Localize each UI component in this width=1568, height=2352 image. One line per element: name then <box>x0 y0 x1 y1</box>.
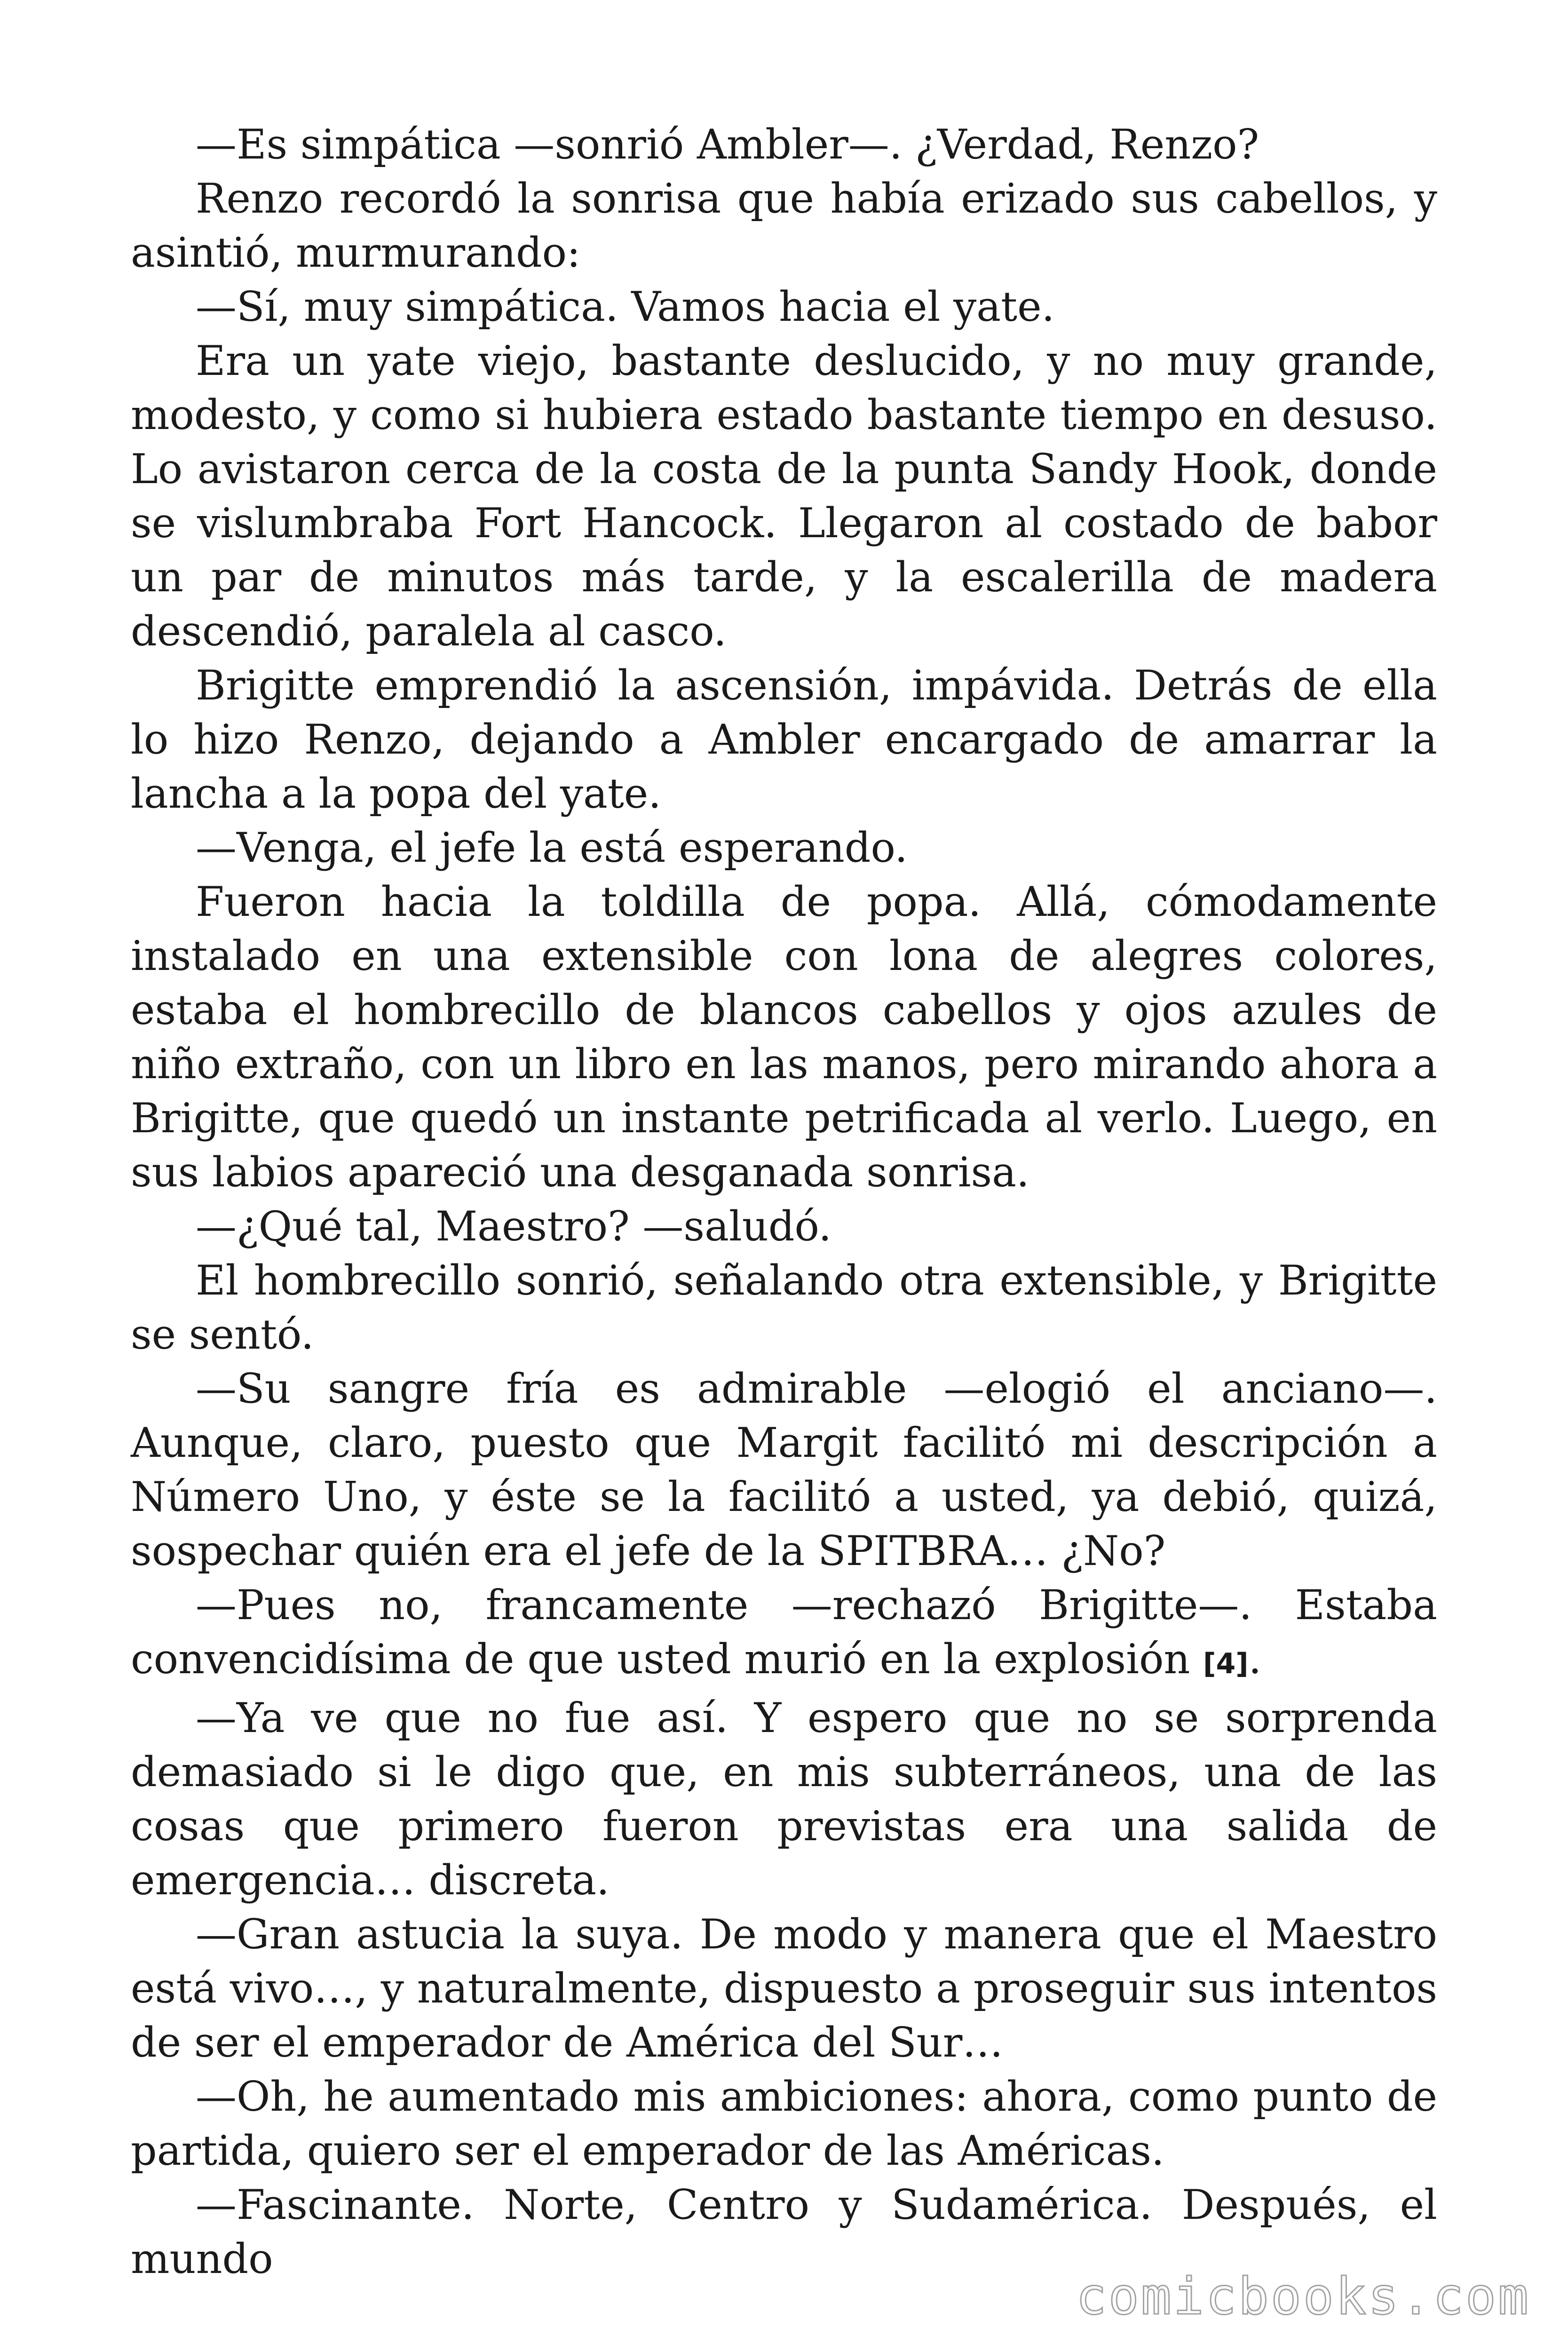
paragraph: Era un yate viejo, bastante deslucido, y no muy grande, modesto, y como si hubiera estado bastante tiempo en desuso. Lo avistaron cerca de la costa de la punta Sandy Hook, donde se vislumbraba Fort Hancock. Llegaron al costado de babor un par de minutos más tarde, y la escalerilla de madera descendió, paralela al casco. <box>131 337 1437 655</box>
paragraph: El hombrecillo sonrió, señalando otra extensible, y Brigitte se sentó. <box>131 1256 1437 1359</box>
watermark-logo: comicbooks.com <box>1076 2267 1530 2326</box>
sentence-end: . <box>1248 1635 1262 1683</box>
paragraph: —Oh, he aumentado mis ambiciones: ahora, como punto de partida, quiero ser el emperador de las Américas. <box>131 2073 1437 2175</box>
paragraph: —¿Qué tal, Maestro? —saludó. <box>196 1202 832 1250</box>
paragraph: —Gran astucia la suya. De modo y manera que el Maestro está vivo…, y naturalmente, dispuesto a proseguir sus intentos de ser el emperador de América del Sur… <box>131 1910 1437 2066</box>
paragraph: —Su sangre fría es admirable —elogió el anciano—. Aunque, claro, puesto que Margit facilitó mi descripción a Número Uno, y éste se la facilitó a usted, ya debió, quizá, sospechar quién era el jefe de la SPITBRA… ¿No? <box>131 1365 1437 1575</box>
footnote-link[interactable]: [4] <box>1203 1647 1249 1680</box>
paragraph: —Fascinante. Norte, Centro y Sudamérica. Después, el mundo <box>131 2181 1437 2283</box>
paragraph <box>131 1578 1437 1691</box>
paragraph: —Venga, el jefe la está esperando. <box>196 824 908 872</box>
paragraph: Brigitte emprendió la ascensión, impávida. Detrás de ella lo hizo Renzo, dejando a Ambler encargado de amarrar la lancha a la popa del yate. <box>131 661 1437 818</box>
paragraph: —Ya ve que no fue así. Y espero que no se sorprenda demasiado si le digo que, en mis subterráneos, una de las cosas que primero fueron previstas era una salida de emergencia… discreta. <box>131 1694 1437 1904</box>
paragraph: —Es simpática —sonrió Ambler—. ¿Verdad, Renzo? <box>196 120 1259 168</box>
paragraph: —Sí, muy simpática. Vamos hacia el yate. <box>196 283 1055 331</box>
paragraph-text: —Pues no, francamente —rechazó Brigitte—. Estaba convencidísima de que usted murió en la explosión <box>131 1581 1437 1683</box>
paragraph: Fueron hacia la toldilla de popa. Allá, cómodamente instalado en una extensible con lona de alegres colores, estaba el hombrecillo de blancos cabellos y ojos azules de niño extraño, con un libro en las manos, pero mirando ahora a Brigitte, que quedó un instante petrificada al verlo. Luego, en sus labios apareció una desganada sonrisa. <box>131 878 1437 1196</box>
paragraph: Renzo recordó la sonrisa que había erizado sus cabellos, y asintió, murmurando: <box>131 175 1437 277</box>
body-text <box>131 118 1437 2286</box>
